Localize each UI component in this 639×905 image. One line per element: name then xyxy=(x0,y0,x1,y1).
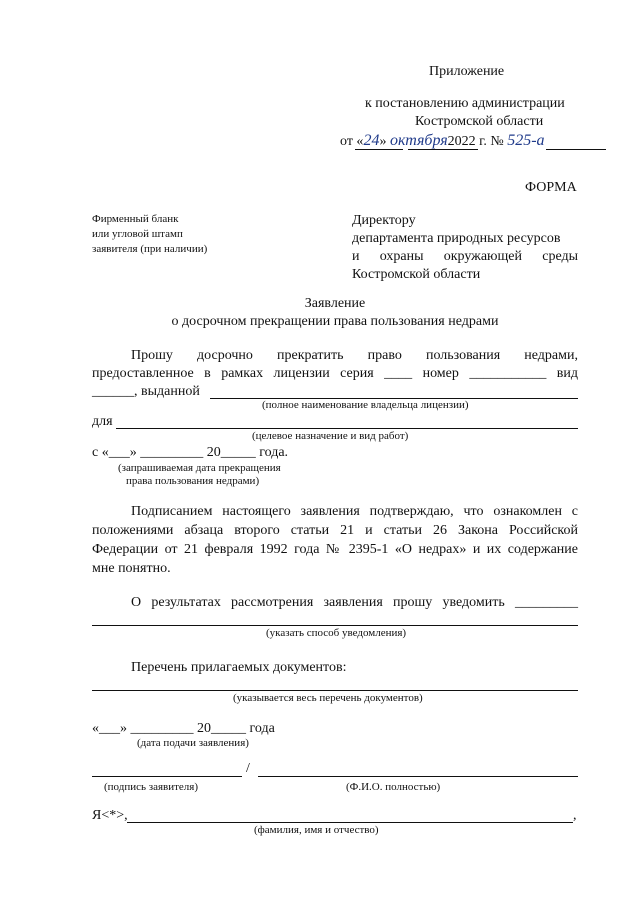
appendix-line1: к постановлению администрации xyxy=(365,96,565,111)
hint-consent: (фамилия, имя и отчество) xyxy=(254,824,379,836)
submission-date-line: «___» _________ 20_____ года xyxy=(92,721,275,736)
consent-suffix: , xyxy=(573,808,577,823)
appendix-from-prefix: от « xyxy=(340,134,364,149)
appendix-quote-close: » xyxy=(379,134,387,149)
request-line2: предоставленное в рамках лицензии серия ____ номер ___________ вид xyxy=(92,366,578,381)
confirmation-line1: Подписанием настоящего заявления подтверждаю, что ознакомлен с xyxy=(131,504,578,519)
addressee-line1: Директору xyxy=(352,213,416,228)
notify-method-line xyxy=(92,625,578,626)
hint-documents: (указывается весь перечень документов) xyxy=(233,692,423,704)
hint-owner: (полное наименование владельца лицензии) xyxy=(262,399,469,411)
addressee-line3: и охраны окружающей среды xyxy=(352,249,578,264)
request-line4-prefix: для xyxy=(92,414,113,429)
appendix-number-handwritten: 525-а xyxy=(507,132,545,149)
hint-date-line1: (запрашиваемая дата прекращения xyxy=(118,462,281,474)
hint-full-name: (Ф.И.О. полностью) xyxy=(346,781,441,793)
addressee-line2: департамента природных ресурсов xyxy=(352,231,561,246)
document-subtitle: о досрочном прекращении права пользования недрами xyxy=(171,314,499,329)
hint-submission-date: (дата подачи заявления) xyxy=(137,737,249,749)
form-label: ФОРМА xyxy=(525,180,577,195)
underline-day xyxy=(355,149,403,150)
document-title: Заявление xyxy=(304,296,366,311)
hint-signature: (подпись заявителя) xyxy=(104,781,199,793)
confirmation-line3: Федерации от 21 февраля 1992 года № 2395-1 «О недрах» и их содержание xyxy=(92,542,578,557)
consent-name-line xyxy=(127,822,573,823)
addressee-line4: Костромской области xyxy=(352,267,481,282)
documents-list-line xyxy=(92,690,578,691)
signature-slash: / xyxy=(246,761,250,776)
underline-month xyxy=(408,149,478,150)
confirmation-line2: положениями абзаца второго статьи 21 и статьи 26 Закона Российской xyxy=(92,523,578,538)
hint-notify: (указать способ уведомления) xyxy=(266,627,407,639)
letterhead-line3: заявителя (при наличии) xyxy=(92,243,208,255)
documents-label: Перечень прилагаемых документов: xyxy=(131,660,347,675)
confirmation-line4: мне понятно. xyxy=(92,561,171,576)
signature-line xyxy=(92,776,242,777)
hint-purpose: (целевое назначение и вид работ) xyxy=(252,430,409,442)
notify-line: О результатах рассмотрения заявления прошу уведомить _________ xyxy=(131,595,578,610)
letterhead-line1: Фирменный бланк xyxy=(92,213,179,225)
hint-date-line2: права пользования недрами) xyxy=(126,475,260,487)
purpose-line xyxy=(116,428,578,429)
appendix-year-text: 2022 г. № xyxy=(447,134,504,149)
termination-date-line: с «___» _________ 20_____ года. xyxy=(92,445,289,460)
request-line1: Прошу досрочно прекратить право пользования недрами, xyxy=(131,348,578,363)
request-line3-prefix: ______, выданной xyxy=(92,384,200,399)
letterhead-line2: или угловой штамп xyxy=(92,228,183,240)
appendix-line2: Костромской области xyxy=(415,114,544,129)
underline-number xyxy=(546,149,606,150)
appendix-month-handwritten: октября xyxy=(389,132,448,149)
full-name-line xyxy=(258,776,578,777)
consent-prefix: Я<*>, xyxy=(92,808,128,823)
appendix-title: Приложение xyxy=(429,64,505,79)
appendix-day-handwritten: 24 xyxy=(363,132,380,149)
